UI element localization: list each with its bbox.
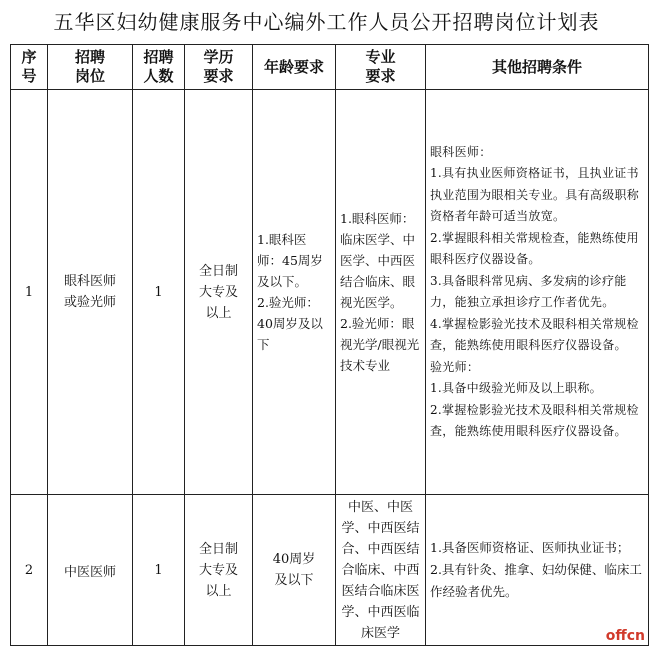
other-line: 2.掌握检影验光技术及眼科相关常规检查，能熟练使用眼科医疗仪器设备。	[430, 402, 639, 438]
age-line: 1.眼科医师：45周岁及以下。	[257, 232, 323, 289]
row-major	[336, 90, 426, 495]
other-line: 2.掌握眼科相关常规检查，能熟练使用眼科医疗仪器设备。	[430, 230, 639, 266]
row-num: 1	[133, 495, 185, 646]
row-edu: 全日制大专及以上	[185, 90, 253, 495]
row-post: 中医医师	[48, 495, 133, 646]
age-line: 2.验光师：40周岁及以下	[257, 295, 323, 352]
header-post: 招聘 岗位	[48, 45, 133, 90]
major-line: 1.眼科医师：临床医学、中医学、中西医结合临床、眼视光医学。	[340, 211, 416, 310]
header-other: 其他招聘条件	[426, 45, 649, 90]
row-major: 中医、中医学、中西医结合、中西医结合临床、中西医结合临床医学、中西医临床医学	[336, 495, 426, 646]
other-line: 1.具备中级验光师及以上职称。	[430, 381, 602, 395]
page-title: 五华区妇幼健康服务中心编外工作人员公开招聘岗位计划表	[53, 10, 600, 34]
table-row	[11, 90, 649, 495]
row-num: 1	[133, 90, 185, 495]
other-line: 1.具有执业医师资格证书，且执业证书执业范围为眼相关专业。具有高级职称资格者年龄可适当放宽。	[430, 166, 640, 223]
row-other	[426, 495, 649, 646]
row-edu: 全日制大专及以上	[185, 495, 253, 646]
row-age	[253, 90, 336, 495]
recruitment-table	[10, 44, 649, 646]
row-age: 40周岁及以下	[253, 495, 336, 646]
other-line: 4.掌握检影验光技术及眼科相关常规检查，能熟练使用眼科医疗仪器设备。	[430, 316, 639, 352]
other-line: 验光师：	[430, 359, 480, 374]
header-edu: 学历 要求	[185, 45, 253, 90]
header-num: 招聘 人数	[133, 45, 185, 90]
header-age: 年龄要求	[253, 45, 336, 90]
other-line: 眼科医师：	[430, 144, 492, 159]
row-seq: 2	[11, 495, 48, 646]
header-major: 专业 要求	[336, 45, 426, 90]
row-post: 眼科医师或验光师	[48, 90, 133, 495]
header-seq: 序 号	[11, 45, 48, 90]
table-row	[11, 495, 649, 646]
other-line: 1.具备医师资格证、医师执业证书；	[430, 540, 630, 555]
offcn-watermark: offcn	[605, 628, 645, 644]
other-line: 3.具备眼科常见病、多发病的诊疗能力，能独立承担诊疗工作者优先。	[430, 273, 627, 309]
other-line: 2.具有针灸、推拿、妇幼保健、临床工作经验者优先。	[430, 562, 642, 599]
header-row	[11, 45, 649, 90]
row-other	[426, 90, 649, 495]
row-seq: 1	[11, 90, 48, 495]
major-line: 2.验光师：眼视光学/眼视光技术专业	[340, 316, 420, 373]
